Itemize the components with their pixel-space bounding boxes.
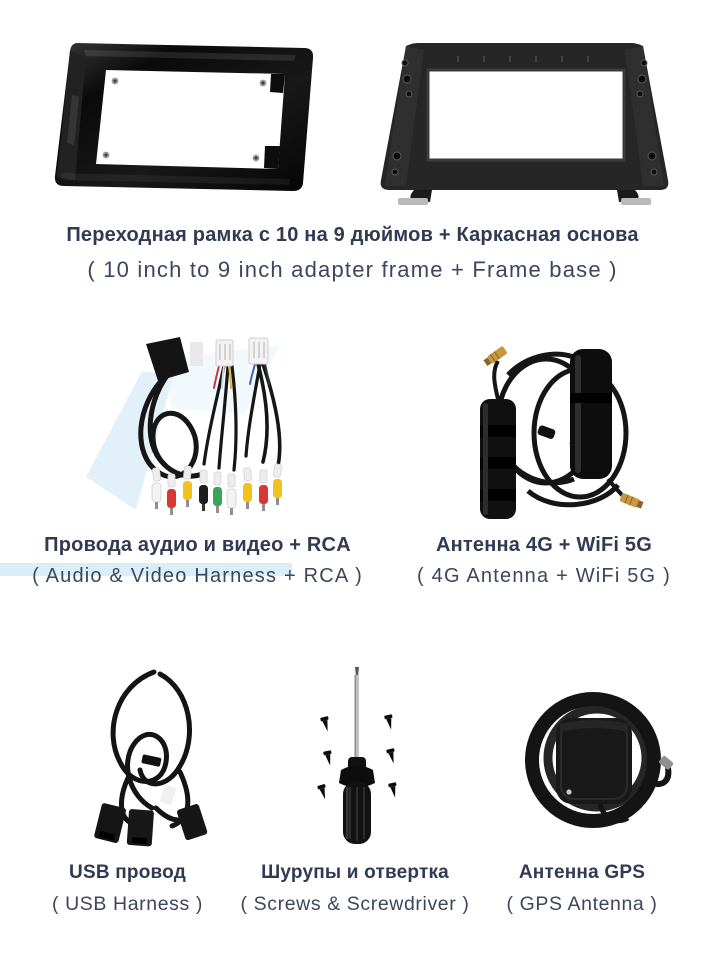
harness-title-ru: Провода аудио и видео + RCA [44, 534, 351, 556]
frames-title-en: ( 10 inch to 9 inch adapter frame + Frame base ) [87, 257, 618, 282]
adapter-frame-photo [42, 33, 332, 205]
av-harness-photo [118, 332, 318, 524]
usb-cable-photo [68, 660, 240, 852]
4g-antenna-photo [458, 333, 663, 521]
usb-title-ru: USB провод [69, 862, 186, 883]
harness-title-en: ( Audio & Video Harness + RCA ) [32, 565, 363, 587]
usb-title-en: ( USB Harness ) [52, 893, 203, 915]
gps-antenna-photo [508, 668, 680, 850]
screwdriver-screws-photo [294, 665, 420, 847]
frame-base-photo [372, 38, 677, 206]
gps-title-en: ( GPS Antenna ) [506, 893, 658, 915]
frames-title-ru: Переходная рамка с 10 на 9 дюймов + Каркасная основа [66, 224, 639, 246]
screws-title-en: ( Screws & Screwdriver ) [240, 893, 470, 915]
antenna-4g-title-en: ( 4G Antenna + WiFi 5G ) [417, 565, 671, 587]
screws-title-ru: Шурупы и отвертка [261, 862, 449, 883]
antenna-4g-title-ru: Антенна 4G + WiFi 5G [435, 534, 653, 556]
gps-title-ru: Антенна GPS [518, 862, 646, 883]
